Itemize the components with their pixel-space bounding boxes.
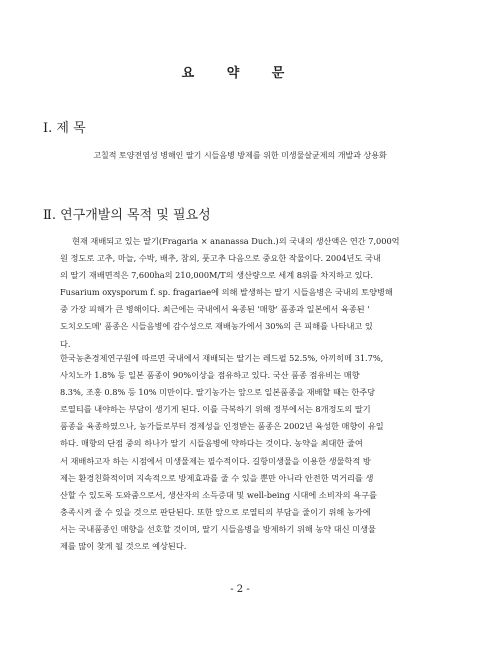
page-number: - 2 - bbox=[230, 584, 250, 595]
paragraph-line: 도치오도메' 품종은 시들음병에 감수성으로 재배농가에서 30%의 큰 피해를 나타내고 있 bbox=[60, 321, 373, 332]
paragraph-line: 사치노카 1.8% 등 일본 품종이 90%이상을 점유하고 있다. 국산 품종 점유비는 매향 bbox=[60, 370, 360, 381]
paragraph-line: 현재 재배되고 있는 딸기(Fragaria × ananassa Duch.)의 국내의 생산액은 연간 7,000억 bbox=[72, 236, 400, 246]
paragraph-line: 8.3%, 조홍 0.8% 등 10% 미만이다. 딸기농가는 앞으로 일본품종을 재배할 때는 한주당 bbox=[60, 387, 376, 398]
paragraph-line: 제를 많이 찾게 될 것으로 예상된다. bbox=[60, 541, 187, 552]
paragraph-line: 서는 국내품종인 매향을 선호할 것이며, 딸기 시들음병을 방제하기 위해 농약 대신 미생물 bbox=[60, 523, 376, 534]
document-title: 요 약 문 bbox=[181, 66, 299, 81]
paragraph-line: 로열티를 내야하는 부담이 생기게 된다. 이를 극복하기 위해 정부에서는 8개정도의 딸기 bbox=[60, 404, 371, 415]
paragraph-line: 의 딸기 재배면적은 7,600ha의 210,000M/T의 생산량으로 세계 8위를 차지하고 있다. bbox=[60, 270, 374, 281]
paragraph-line: 다. bbox=[60, 338, 71, 349]
paragraph-line: 제는 환경친화적이며 지속적으로 방제효과를 줄 수 있을 뿐만 아니라 안전한 먹거리를 생 bbox=[60, 472, 374, 483]
paragraph-line: Fusarium oxysporum f. sp. fragariae에 의해 발생하는 딸기 시들음병은 국내의 토양병해 bbox=[60, 287, 393, 298]
paragraph-line: 서 재배하고자 하는 시점에서 미생물제는 필수적이다. 길항미생물을 이용한 생물학적 방 bbox=[60, 455, 371, 466]
paragraph-line: 산할 수 있도록 도와줌으로서, 생산자의 소득증대 및 well-being 시대에 소비자의 욕구를 bbox=[60, 489, 377, 500]
paragraph-line: 원 정도로 고추, 마늘, 수박, 배추, 참외, 풋고추 다음으로 중요한 작물이다. 2004년도 국내 bbox=[60, 253, 381, 264]
paragraph-line: 중 가장 피해가 큰 병해이다. 최근에는 국내에서 육종된 '매향' 품종과 일본에서 육종된 ' bbox=[60, 304, 370, 315]
paragraph-line: 품종을 육종하였으나, 농가들로부터 경제성을 인정받는 품종은 2002년 육성한 매향이 유일 bbox=[60, 421, 384, 432]
purpose-paragraph-1 bbox=[60, 233, 432, 353]
paragraph-line: 하다. 매향의 단점 중의 하나가 딸기 시들음병에 약하다는 것이다. 농약을 최대한 줄여 bbox=[60, 438, 363, 449]
paragraph-line: 충족시켜 줄 수 있을 것으로 판단된다. 또한 앞으로 로열티의 부담을 줄이기 위해 농가에 bbox=[60, 506, 371, 517]
section-heading-purpose: Ⅱ. 연구개발의 목적 및 필요성 bbox=[43, 208, 211, 223]
paragraph-line: 한국농촌경제연구원에 따르면 국내에서 재배되는 딸기는 레드펄 52.5%, 아끼히메 31.7%, bbox=[60, 353, 384, 363]
project-title-text: 고칠적 토양전염성 병해인 딸기 시들음병 방제를 위한 미생물살균제의 개발과 상용화 bbox=[93, 151, 387, 160]
purpose-paragraph-2 bbox=[60, 350, 432, 555]
section-heading-title: Ⅰ. 제 목 bbox=[43, 121, 86, 136]
